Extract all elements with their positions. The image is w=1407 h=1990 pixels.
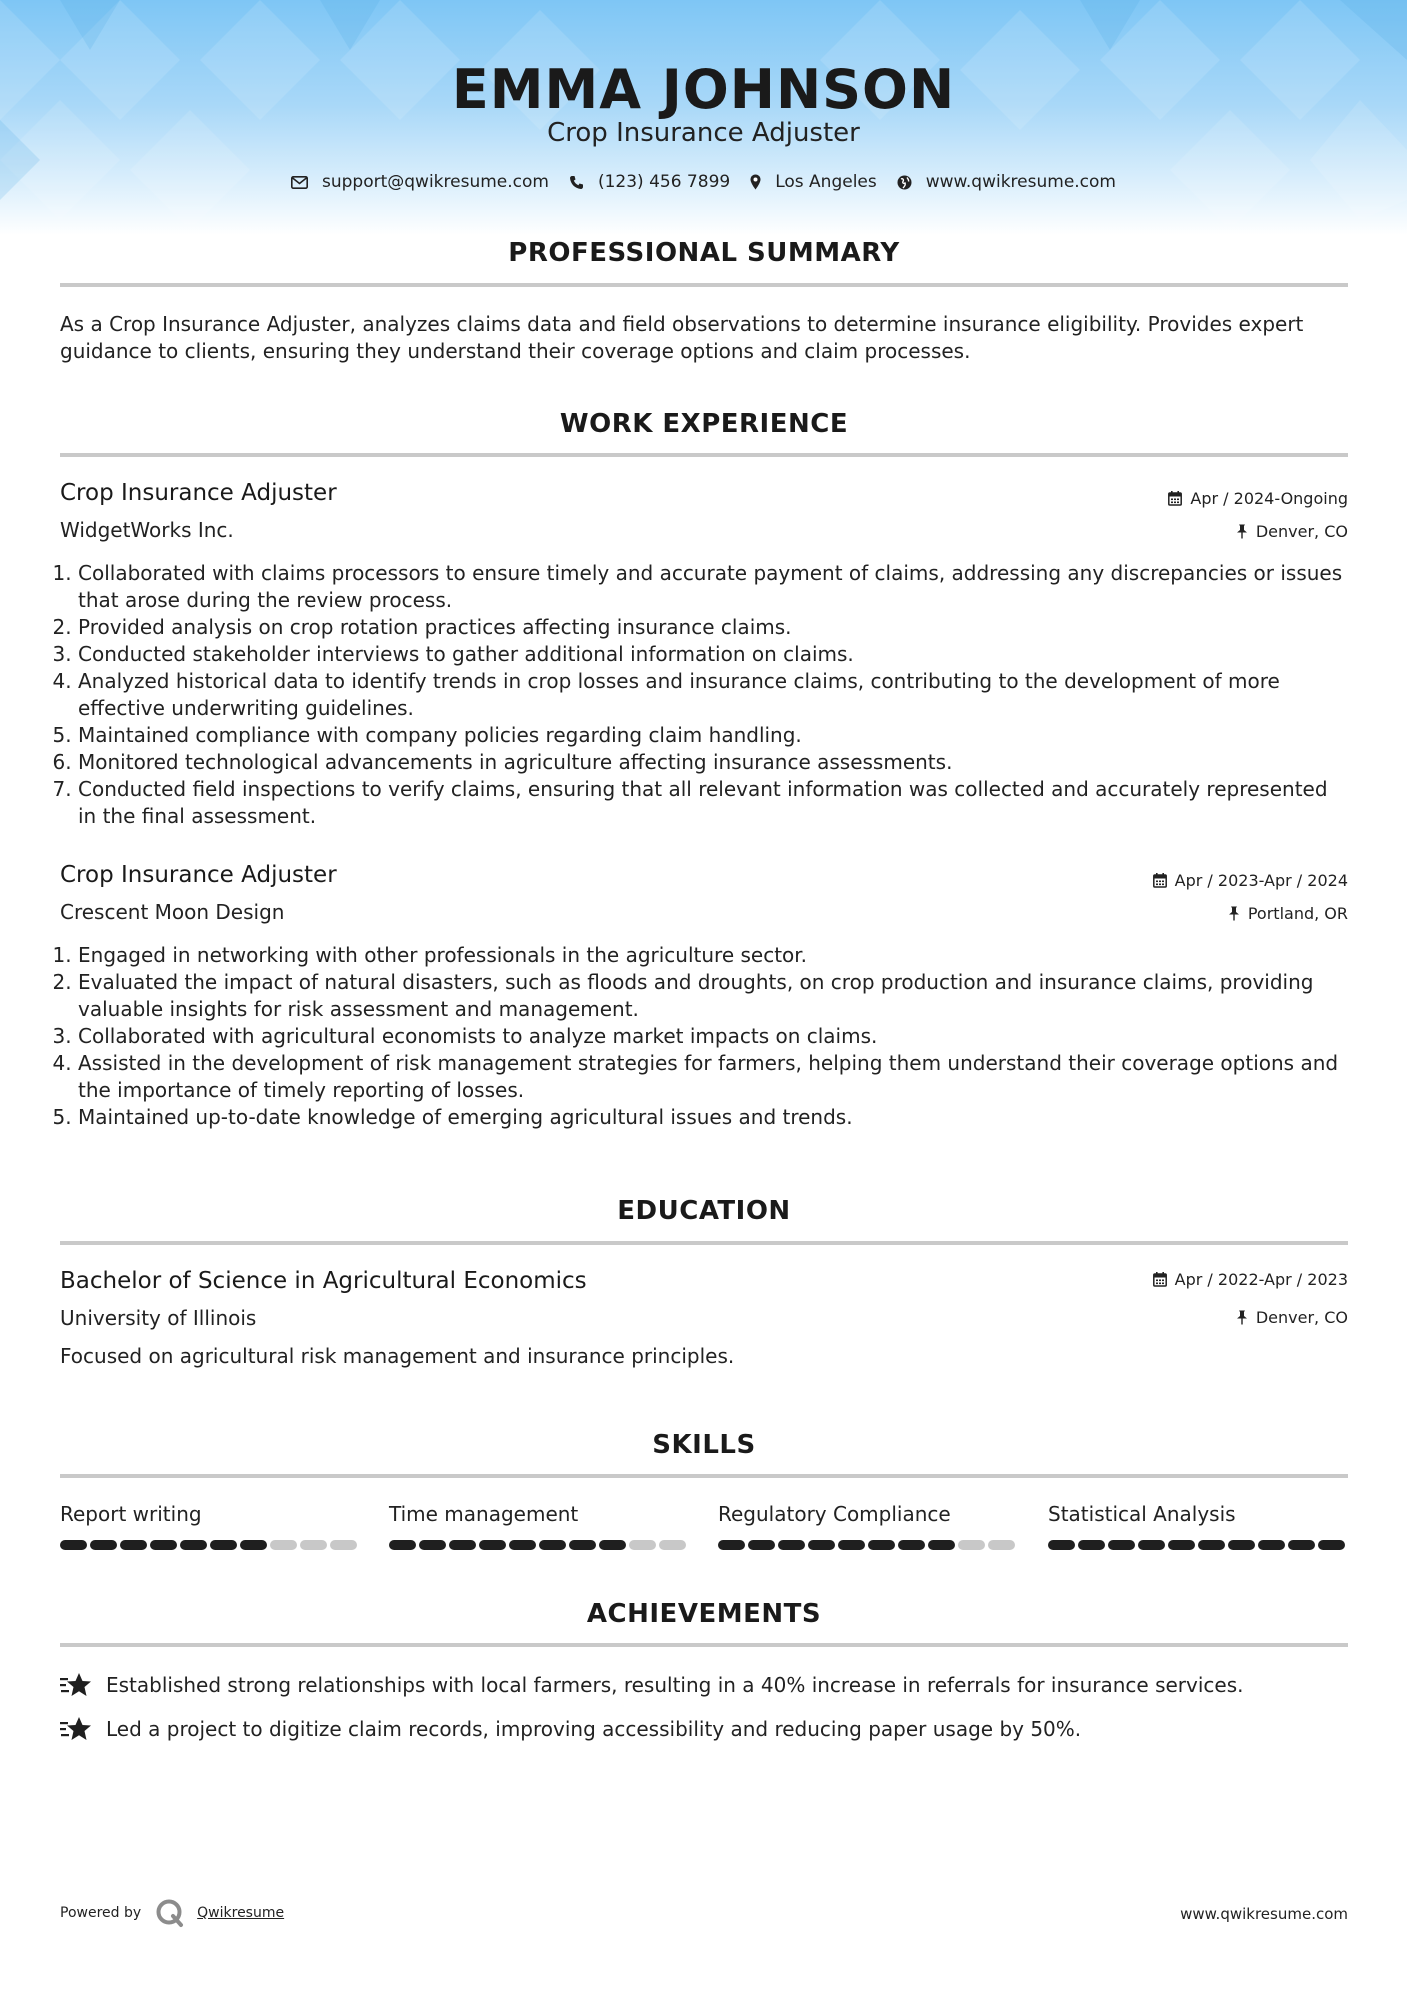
section-title-achievements: ACHIEVEMENTS (586, 1599, 822, 1629)
job-location (1236, 522, 1348, 541)
skill-dot-filled (509, 1540, 536, 1550)
list-item: 2. Provided analysis on crop rotation practices affecting insurance claims. (78, 614, 1350, 641)
phone-icon (569, 175, 584, 190)
skill-name: Regulatory Compliance (718, 1502, 951, 1526)
skill-dot-filled (778, 1540, 805, 1550)
location-text: Los Angeles (775, 172, 877, 192)
section-divider (60, 1643, 1348, 1647)
skill-dot-filled (1078, 1540, 1105, 1550)
job-location-text: Portland, OR (1247, 904, 1348, 923)
skill-item (60, 1502, 360, 1550)
skill-dot-filled (898, 1540, 925, 1550)
list-item: 4. Analyzed historical data to identify trends in crop losses and insurance claims, contributing to the development of more effective underwriting guidelines. (78, 668, 1350, 722)
skill-dot-filled (150, 1540, 177, 1550)
skill-dot-filled (90, 1540, 117, 1550)
skill-dot-filled (539, 1540, 566, 1550)
skill-level-bar (1048, 1540, 1348, 1550)
skill-item (718, 1502, 1018, 1550)
skill-name: Statistical Analysis (1048, 1502, 1236, 1526)
contact-phone[interactable] (569, 172, 730, 192)
skill-dot-filled (599, 1540, 626, 1550)
map-pin-icon (750, 174, 761, 190)
education-description: Focused on agricultural risk management and insurance principles. (60, 1344, 735, 1368)
pushpin-icon (1236, 1310, 1248, 1325)
email-text: support@qwikresume.com (322, 172, 549, 192)
powered-by-label: Powered by (60, 1905, 142, 1921)
footer-website[interactable]: www.qwikresume.com (1180, 1905, 1348, 1923)
list-item: 3. Collaborated with agricultural economists to analyze market impacts on claims. (78, 1023, 1350, 1050)
skill-dot-empty (958, 1540, 985, 1550)
job-location-text: Denver, CO (1255, 522, 1348, 541)
skill-dot-filled (1198, 1540, 1225, 1550)
contact-website[interactable] (897, 172, 1116, 192)
envelope-icon (291, 176, 308, 189)
job-dates (1153, 871, 1348, 890)
list-item: 6. Monitored technological advancements in agriculture affecting insurance assessments. (78, 749, 1350, 776)
calendar-icon (1153, 1272, 1167, 1287)
brand-link[interactable]: Qwikresume (197, 1905, 285, 1921)
skill-dot-filled (1138, 1540, 1165, 1550)
website-text: www.qwikresume.com (925, 172, 1116, 192)
contact-bar (0, 172, 1407, 192)
skill-dot-filled (449, 1540, 476, 1550)
qwikresume-logo-icon (155, 1898, 185, 1928)
company-name: Crescent Moon Design (60, 900, 285, 924)
skill-dot-filled (569, 1540, 596, 1550)
job-dates (1168, 489, 1348, 508)
skill-dot-filled (419, 1540, 446, 1550)
skill-dot-filled (928, 1540, 955, 1550)
achievement-text: Established strong relationships with local farmers, resulting in a 40% increase in referrals for insurance services. (106, 1673, 1244, 1697)
skill-dot-empty (330, 1540, 357, 1550)
skill-dot-filled (210, 1540, 237, 1550)
job-title: Crop Insurance Adjuster (60, 480, 337, 506)
globe-icon (897, 175, 912, 190)
job-location (1228, 904, 1348, 923)
skill-dot-filled (1168, 1540, 1195, 1550)
list-item: 7. Conducted field inspections to verify claims, ensuring that all relevant information was collected and accurately represented in the final assessment. (78, 776, 1350, 830)
education-dates-text: Apr / 2022-Apr / 2023 (1174, 1270, 1348, 1289)
skill-dot-filled (240, 1540, 267, 1550)
list-item: 3. Conducted stakeholder interviews to gather additional information on claims. (78, 641, 1350, 668)
skill-level-bar (389, 1540, 689, 1550)
skill-dot-empty (659, 1540, 686, 1550)
list-item: 1. Collaborated with claims processors to ensure timely and accurate payment of claims, addressing any discrepancies or issues that arose during the review process. (78, 560, 1350, 614)
education-location (1236, 1308, 1348, 1327)
skill-dot-filled (120, 1540, 147, 1550)
school-name: University of Illinois (60, 1306, 257, 1330)
list-item: 4. Assisted in the development of risk management strategies for farmers, helping them understand their coverage options and the importance of timely reporting of losses. (78, 1050, 1350, 1104)
skill-dot-filled (180, 1540, 207, 1550)
section-divider (60, 1474, 1348, 1478)
skill-dot-filled (1228, 1540, 1255, 1550)
contact-email[interactable] (291, 172, 549, 192)
skill-dot-filled (1288, 1540, 1315, 1550)
summary-text: As a Crop Insurance Adjuster, analyzes claims data and field observations to determine insurance eligibility. Provides expert guidance to clients, ensuring they understand their coverage options and claim processes. (60, 312, 1304, 363)
skill-item (1048, 1502, 1348, 1550)
skill-level-bar (60, 1540, 360, 1550)
skill-dot-filled (1108, 1540, 1135, 1550)
list-item: 5. Maintained up-to-date knowledge of emerging agricultural issues and trends. (78, 1104, 1350, 1131)
skill-dot-empty (300, 1540, 327, 1550)
skill-name: Time management (389, 1502, 579, 1526)
skill-dot-empty (629, 1540, 656, 1550)
star-icon (60, 1672, 92, 1698)
star-icon (60, 1716, 92, 1742)
skill-dot-filled (748, 1540, 775, 1550)
candidate-role: Crop Insurance Adjuster (547, 118, 860, 148)
phone-text: (123) 456 7899 (597, 172, 731, 192)
list-item: 5. Maintained compliance with company policies regarding claim handling. (78, 722, 1350, 749)
company-name: WidgetWorks Inc. (60, 518, 234, 542)
job-dates-text: Apr / 2024-Ongoing (1190, 489, 1348, 508)
skill-dot-filled (1318, 1540, 1345, 1550)
section-title-experience: WORK EXPERIENCE (559, 409, 849, 439)
skill-dot-filled (479, 1540, 506, 1550)
candidate-name: EMMA JOHNSON (451, 58, 956, 121)
achievement-item (60, 1716, 1081, 1742)
calendar-icon (1168, 491, 1182, 506)
skill-dot-filled (389, 1540, 416, 1550)
section-divider (60, 1241, 1348, 1245)
achievement-text: Led a project to digitize claim records, improving accessibility and reducing paper usage by 50%. (106, 1717, 1082, 1741)
education-location-text: Denver, CO (1255, 1308, 1348, 1327)
job-dates-text: Apr / 2023-Apr / 2024 (1174, 871, 1348, 890)
skill-item (389, 1502, 689, 1550)
job-title: Crop Insurance Adjuster (60, 862, 337, 888)
skill-dot-filled (838, 1540, 865, 1550)
skill-dot-empty (270, 1540, 297, 1550)
skill-level-bar (718, 1540, 1018, 1550)
list-item: 2. Evaluated the impact of natural disasters, such as floods and droughts, on crop production and insurance claims, providing valuable insights for risk assessment and management. (78, 969, 1350, 1023)
section-divider (60, 283, 1348, 287)
calendar-icon (1153, 873, 1167, 888)
skill-dot-empty (988, 1540, 1015, 1550)
skill-name: Report writing (60, 1502, 202, 1526)
section-title-skills: SKILLS (652, 1430, 756, 1460)
education-dates (1153, 1270, 1348, 1289)
skill-dot-filled (718, 1540, 745, 1550)
contact-location (750, 172, 877, 192)
job-responsibilities (78, 560, 1350, 830)
skill-dot-filled (1258, 1540, 1285, 1550)
skill-dot-filled (868, 1540, 895, 1550)
skill-dot-filled (808, 1540, 835, 1550)
pushpin-icon (1228, 906, 1240, 921)
skill-dot-filled (1048, 1540, 1075, 1550)
pushpin-icon (1236, 524, 1248, 539)
job-responsibilities (78, 942, 1350, 1131)
section-title-summary: PROFESSIONAL SUMMARY (508, 238, 900, 268)
degree-title: Bachelor of Science in Agricultural Economics (60, 1268, 587, 1294)
section-divider (60, 453, 1348, 457)
section-title-education: EDUCATION (617, 1196, 791, 1226)
achievement-item (60, 1672, 1243, 1698)
skill-dot-filled (60, 1540, 87, 1550)
list-item: 1. Engaged in networking with other professionals in the agriculture sector. (78, 942, 1350, 969)
footer-powered-by (60, 1898, 284, 1928)
